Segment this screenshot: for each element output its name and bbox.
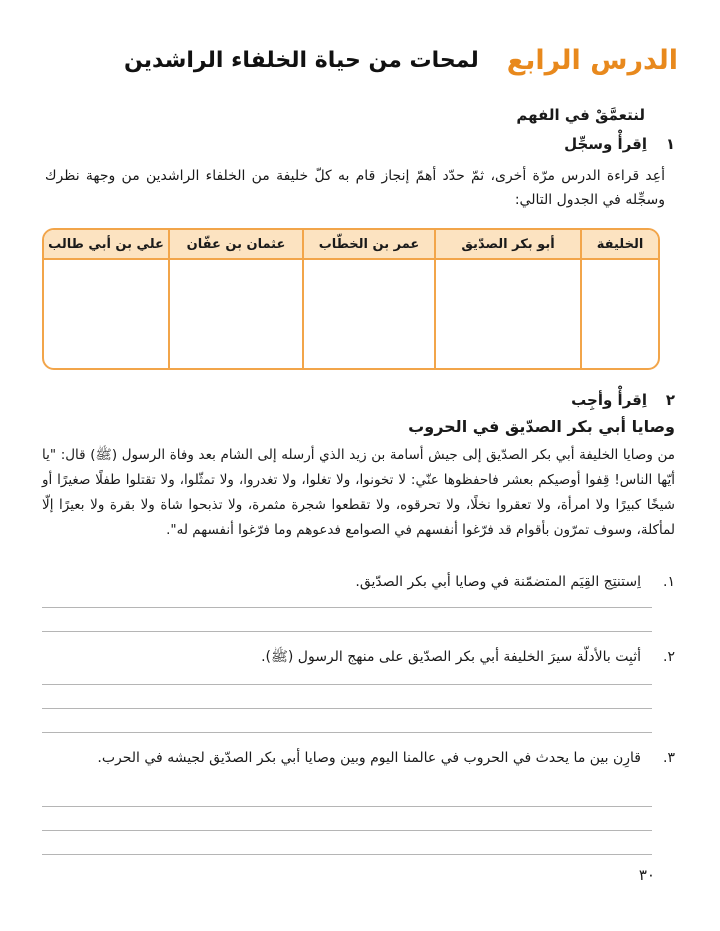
answer-line[interactable]: [42, 607, 652, 608]
table-header-caliph: الخليفة: [580, 230, 658, 258]
passage-text: من وصايا الخليفة أبي بكر الصدّيق إلى جيش أسامة بن زيد الذي أرسله إلى الشام بعد وفاة الرسول (ﷺ) قال: "يا أيّها الناس! قِفوا أوصيكم بعشر فاحفظوها عنّي: لا تخونوا، ولا تغلوا، ولا تغدروا، ولا تمثّلوا، ولا تقتلوا طفلًا صغيرًا أو شيخًا كبيرًا ولا امرأة، ولا تعقروا نخلًا، ولا تحرقوه، ولا تقطعوا شجرة مثمرة، ولا تذبحوا شاة ولا بقرة ولا بعيرًا إلّا لمأكلة، وسوف تمرّون بأقوام قد فرّغوا أنفسهم في الصوامع فدعوهم وما فرّغوا أنفسهم له".: [42, 447, 675, 538]
answer-line[interactable]: [42, 732, 652, 733]
task-1-instruction: أعِد قراءة الدرس مرّة أخرى، ثمّ حدّد أهمّ إنجاز قام به كلّ خليفة من الخلفاء الراشدين من وجهة نظرك وسجِّله في الجدول التالي:: [45, 168, 665, 208]
answer-line[interactable]: [42, 806, 652, 807]
task-1-heading: [40, 135, 675, 153]
task-2-number: ٢: [665, 391, 675, 409]
table-header-ali: علي بن أبي طالب: [48, 236, 164, 252]
section-heading: لنتعمَّقْ في الفهم: [516, 106, 645, 124]
passage-title: وصايا أبي بكر الصدّيق في الحروب: [408, 417, 675, 436]
table-header-row: [44, 230, 658, 260]
question-2-number: ٢.: [663, 649, 675, 665]
answer-line[interactable]: [42, 631, 652, 632]
answer-line[interactable]: [42, 684, 652, 685]
question-1-text: اِستنتِج القِيَم المتضمّنة في وصايا أبي بكر الصدّيق.: [355, 574, 641, 590]
task-2-heading: [40, 391, 675, 409]
task-1-number: ١: [665, 135, 675, 153]
question-1-number: ١.: [663, 574, 675, 590]
question-2: [42, 645, 675, 669]
answer-line[interactable]: [42, 830, 652, 831]
table-cell-abubakr[interactable]: [434, 260, 580, 368]
table-header-abubakr: أبو بكر الصدّيق: [434, 230, 580, 258]
question-3: [42, 746, 675, 770]
table-cell-caliph: [580, 260, 658, 368]
page-number: ٣٠: [638, 866, 655, 884]
table-cell-ali[interactable]: [44, 260, 168, 368]
question-1: [42, 570, 675, 594]
answer-line[interactable]: [42, 854, 652, 855]
table-header-umar: عمر بن الخطّاب: [302, 230, 434, 258]
lesson-header: [60, 38, 678, 82]
answer-line[interactable]: [42, 708, 652, 709]
task-1-title: اِقرأْ وسجِّل: [564, 135, 647, 153]
table-cell-uthman[interactable]: [168, 260, 302, 368]
table-cell-umar[interactable]: [302, 260, 434, 368]
table-header-uthman: عثمان بن عفّان: [168, 230, 302, 258]
question-3-text: قارِن بين ما يحدث في الحروب في عالمنا اليوم وبين وصايا أبي بكر الصدّيق لجيشه في الحرب.: [97, 750, 641, 766]
table-answer-row: [44, 260, 658, 368]
question-2-text: أثبِت بالأدلّة سيرَ الخليفة أبي بكر الصدّيق على منهج الرسول (ﷺ).: [261, 649, 641, 665]
lesson-title: لمحات من حياة الخلفاء الراشدين: [123, 47, 479, 73]
lesson-number: الدرس الرابع: [506, 44, 678, 76]
question-3-number: ٣.: [663, 750, 675, 766]
caliphs-table: [42, 228, 660, 370]
task-2-title: اِقرأْ وأجِب: [571, 391, 647, 409]
